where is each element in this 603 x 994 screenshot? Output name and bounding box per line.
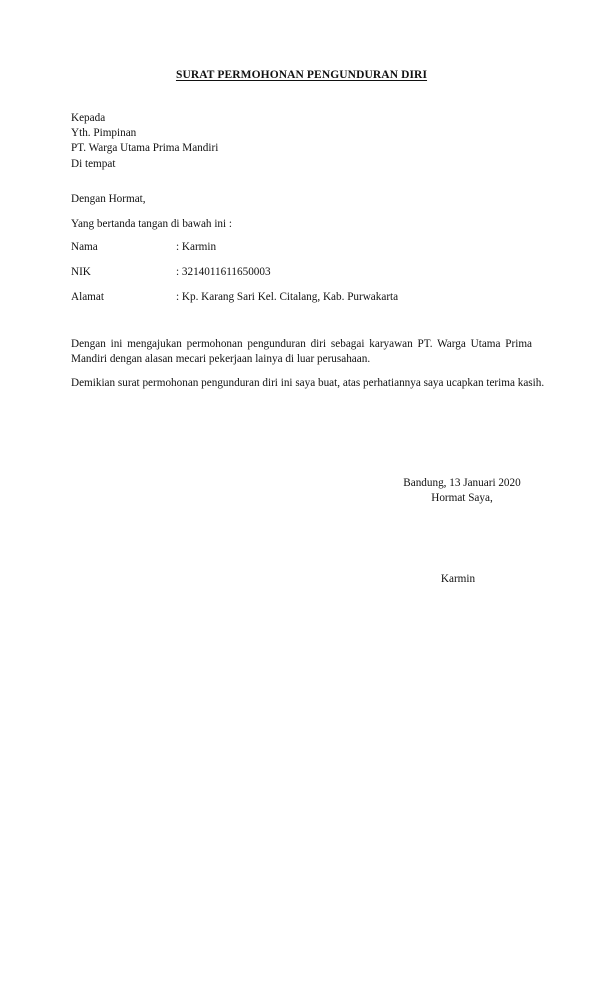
- field-name-label: Nama: [71, 241, 98, 253]
- place-date: Bandung, 13 Januari 2020: [403, 477, 521, 489]
- greeting: Dengan Hormat,: [71, 193, 146, 205]
- signature-block: [398, 476, 526, 505]
- salutation: Hormat Saya,: [431, 491, 493, 504]
- field-address-row: [71, 291, 398, 303]
- intro-text: Yang bertanda tangan di bawah ini :: [71, 218, 233, 230]
- field-nik-row: [71, 266, 271, 278]
- field-nik-value: : 3214011611650003: [176, 266, 271, 278]
- field-name-value: : Karmin: [176, 241, 217, 253]
- body-paragraph-closing: Demikian surat permohonan pengunduran diri ini saya buat, atas perhatiannya saya ucapkan terima kasih.: [71, 377, 545, 389]
- addressee-line-company: PT. Warga Utama Prima Mandiri: [71, 142, 219, 155]
- signer-name: Karmin: [440, 573, 476, 585]
- field-address-value: : Kp. Karang Sari Kel. Citalang, Kab. Purwakarta: [176, 291, 399, 303]
- addressee-line-kepada: Kepada: [71, 112, 106, 124]
- addressee-block: [71, 111, 218, 172]
- field-name-row: [71, 241, 216, 253]
- field-address-label: Alamat: [71, 291, 104, 303]
- body-paragraph-request: Dengan ini mengajukan permohonan pengunduran diri sebagai karyawan PT. Warga Utama Prima Mandiri dengan alasan mecari pekerjaan lainya di luar perusahaan.: [71, 338, 532, 366]
- addressee-line-place: Di tempat: [71, 157, 116, 170]
- letter-title: SURAT PERMOHONAN PENGUNDURAN DIRI: [175, 69, 428, 81]
- field-nik-label: NIK: [71, 266, 91, 278]
- addressee-line-recipient: Yth. Pimpinan: [71, 127, 137, 140]
